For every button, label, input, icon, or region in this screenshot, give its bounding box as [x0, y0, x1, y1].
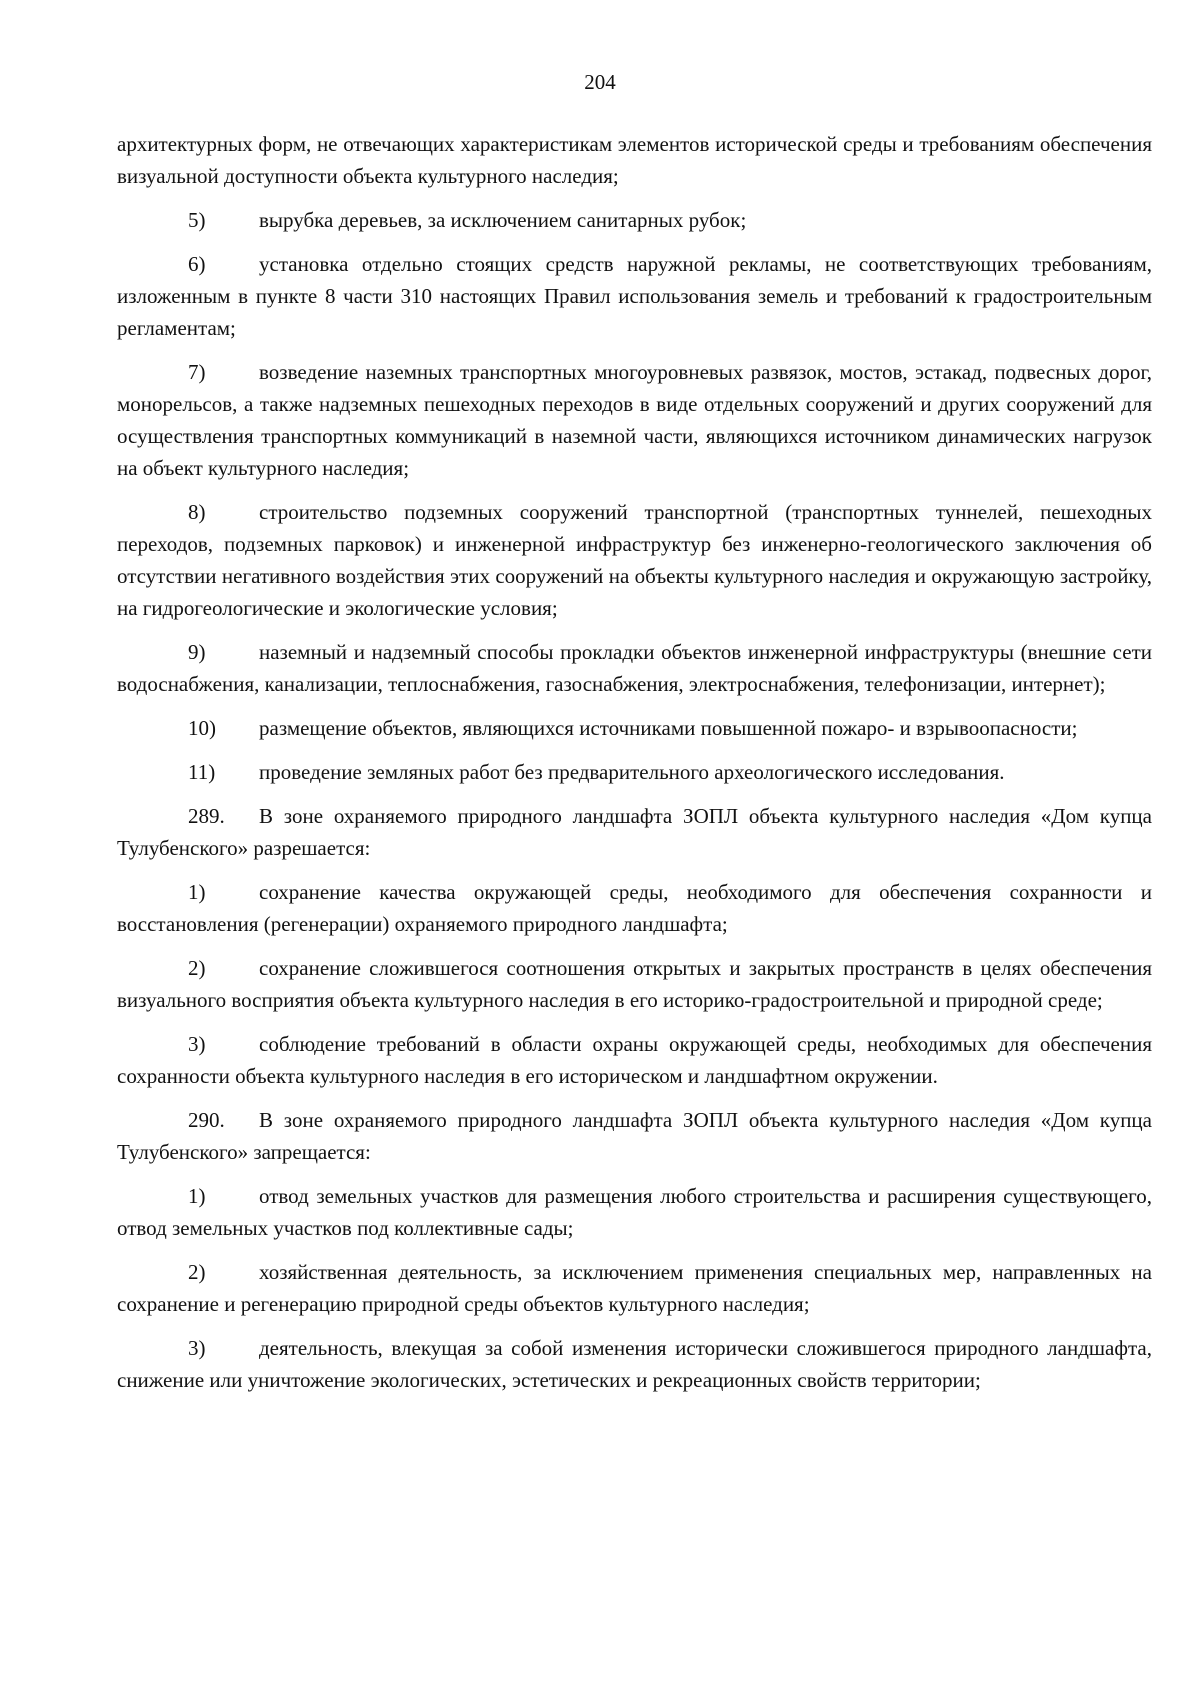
item-text: возведение наземных транспортных многоуровневых развязок, мостов, эстакад, подвесных дорог, монорельсов, а также надземных пешеходных переходов в виде отдельных сооружений и других сооружений для осуществления транспортных коммуникаций в наземной части, являющихся источником динамических нагрузок на объект культурного наследия;: [117, 360, 1152, 480]
section-paragraph: [117, 1104, 1152, 1168]
document-body: [117, 128, 1152, 1408]
item-text: наземный и надземный способы прокладки объектов инженерной инфраструктуры (внешние сети водоснабжения, канализации, теплоснабжения, газоснабжения, электроснабжения, телефонизации, интернет);: [117, 640, 1152, 696]
section-number: 290.: [188, 1108, 225, 1132]
item-number: 3): [188, 1032, 206, 1056]
item-number: 7): [188, 360, 206, 384]
list-item: [117, 756, 1152, 788]
item-text: хозяйственная деятельность, за исключением применения специальных мер, направленных на сохранение и регенерацию природной среды объектов культурного наследия;: [117, 1260, 1152, 1316]
item-text: деятельность, влекущая за собой изменения исторически сложившегося природного ландшафта, снижение или уничтожение экологических, эстетических и рекреационных свойств территории;: [117, 1336, 1152, 1392]
list-item: [117, 356, 1152, 484]
item-number: 11): [188, 760, 216, 784]
item-number: 5): [188, 208, 206, 232]
paragraph: [117, 128, 1152, 192]
list-item: [117, 204, 1152, 236]
list-item: [117, 1180, 1152, 1244]
item-number: 9): [188, 640, 206, 664]
list-item: [117, 952, 1152, 1016]
list-item: [117, 1256, 1152, 1320]
section-text: В зоне охраняемого природного ландшафта ЗОПЛ объекта культурного наследия «Дом купца Тулубенского» разрешается:: [117, 804, 1152, 860]
page-number: 204: [584, 70, 616, 94]
item-number: 1): [188, 880, 206, 904]
item-number: 2): [188, 956, 206, 980]
list-item: [117, 1028, 1152, 1092]
list-item: [117, 876, 1152, 940]
list-item: [117, 496, 1152, 624]
item-number: 8): [188, 500, 206, 524]
list-item: [117, 248, 1152, 344]
item-text: соблюдение требований в области охраны окружающей среды, необходимых для обеспечения сохранности объекта культурного наследия в его историческом и ландшафтном окружении.: [117, 1032, 1152, 1088]
item-text: сохранение сложившегося соотношения открытых и закрытых пространств в целях обеспечения визуального восприятия объекта культурного наследия в его историко-градостроительной и природной среде;: [117, 956, 1152, 1012]
item-number: 6): [188, 252, 206, 276]
item-text: строительство подземных сооружений транспортной (транспортных туннелей, пешеходных переходов, подземных парковок) и инженерной инфраструктур без инженерно-геологического заключения об отсутствии негативного воздействия этих сооружений на объекты культурного наследия и окружающую застройку, на гидрогеологические и экологические условия;: [117, 500, 1152, 620]
item-text: сохранение качества окружающей среды, необходимого для обеспечения сохранности и восстановления (регенерации) охраняемого природного ландшафта;: [117, 880, 1152, 936]
list-item: [117, 636, 1152, 700]
list-item: [117, 1332, 1152, 1396]
section-number: 289.: [188, 804, 225, 828]
list-item: [117, 712, 1152, 744]
item-text: вырубка деревьев, за исключением санитарных рубок;: [259, 208, 747, 232]
item-number: 2): [188, 1260, 206, 1284]
item-text: установка отдельно стоящих средств наружной рекламы, не соответствующих требованиям, изложенным в пункте 8 части 310 настоящих Правил использования земель и требований к градостроительным регламентам;: [117, 252, 1152, 340]
item-number: 1): [188, 1184, 206, 1208]
item-text: проведение земляных работ без предварительного археологического исследования.: [259, 760, 1005, 784]
item-text: размещение объектов, являющихся источниками повышенной пожаро- и взрывоопасности;: [259, 716, 1078, 740]
item-number: 10): [188, 716, 216, 740]
paragraph-text: архитектурных форм, не отвечающих характеристикам элементов исторической среды и требованиям обеспечения визуальной доступности объекта культурного наследия;: [117, 132, 1152, 188]
section-text: В зоне охраняемого природного ландшафта ЗОПЛ объекта культурного наследия «Дом купца Тулубенского» запрещается:: [117, 1108, 1152, 1164]
item-text: отвод земельных участков для размещения любого строительства и расширения существующего, отвод земельных участков под коллективные сады;: [117, 1184, 1152, 1240]
item-number: 3): [188, 1336, 206, 1360]
section-paragraph: [117, 800, 1152, 864]
